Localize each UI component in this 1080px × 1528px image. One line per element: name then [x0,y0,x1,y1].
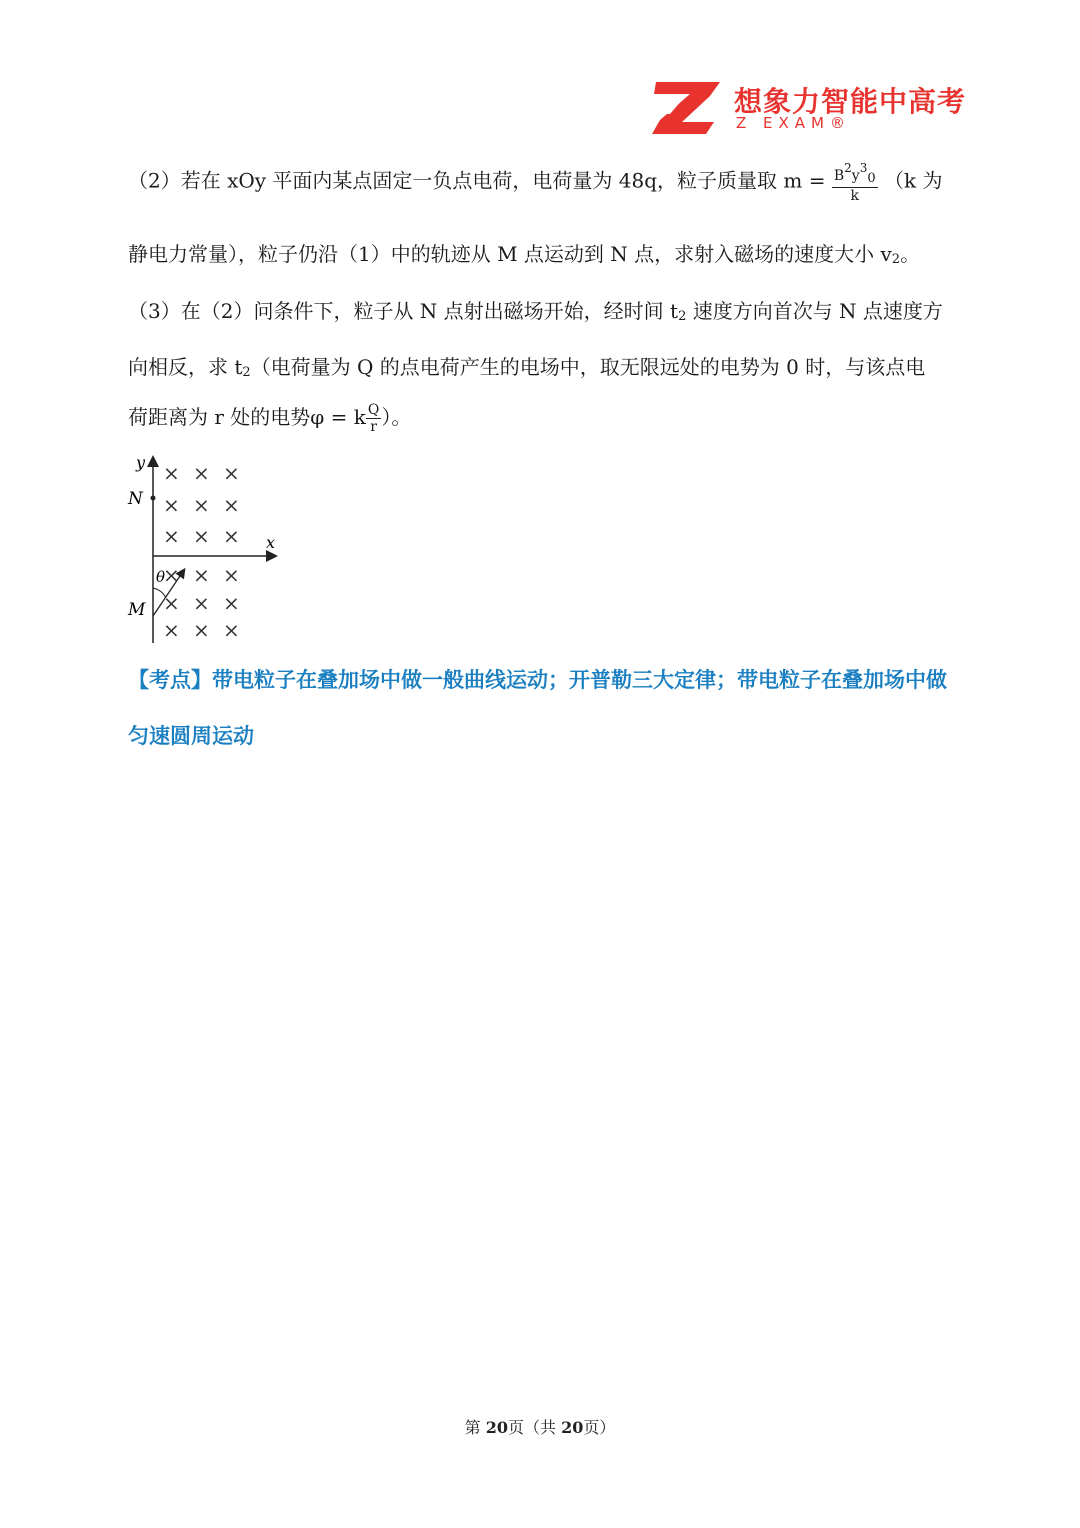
svg-text:×: × [223,524,240,548]
y-axis-label: y [136,453,146,472]
svg-text:×: × [193,493,210,517]
svg-text:×: × [193,591,210,615]
q2-text-a: （2）若在 xOy 平面内某点固定一负点电荷，电荷量为 48q，粒子质量取 m = [128,168,826,193]
svg-text:×: × [223,493,240,517]
page-total: 20 [561,1418,584,1437]
svg-text:×: × [223,618,240,642]
point-m-label: M [128,600,146,620]
svg-text:×: × [193,524,210,548]
svg-text:×: × [163,563,180,587]
magnetic-field-figure [120,448,290,648]
q3-line-1: （3）在（2）问条件下，粒子从 N 点射出磁场开始，经时间 t2 速度方向首次与 N 点速度方 [128,299,943,324]
brand-logo [652,78,982,140]
page-number: 20 [485,1418,508,1437]
svg-text:×: × [193,461,210,485]
svg-text:×: × [163,493,180,517]
kaodian-line-2: 匀速圆周运动 [128,724,254,748]
q3-line-2: 向相反，求 t2（电荷量为 Q 的点电荷产生的电场中，取无限远处的电势为 0 时，与该点电 [128,355,926,380]
point-n-label: N [128,489,143,509]
point-n [151,496,156,501]
svg-text:×: × [193,563,210,587]
mass-fraction: $\frac{B2y30}{k}$ [833,161,876,204]
svg-text:×: × [223,591,240,615]
page-footer: 第 20页（共 20页） [464,1418,616,1437]
svg-text:×: × [193,618,210,642]
kaodian-line-1: 【考点】带电粒子在叠加场中做一般曲线运动；开普勒三大定律；带电粒子在叠加场中做 [128,668,947,692]
svg-text:×: × [163,591,180,615]
logo-text-cn: 想象力智能中高考 [734,85,967,118]
svg-text:×: × [223,461,240,485]
svg-text:×: × [163,618,180,642]
svg-text:×: × [163,461,180,485]
potential-fraction: $\frac{Q}{r}$ [367,402,380,435]
q3-line-3: 荷距离为 r 处的电势φ = k $\frac{Q}{r}$ ）。 [128,402,412,435]
logo-text-en: Z EXAM® [736,114,852,132]
field-crosses [163,461,240,642]
svg-text:×: × [223,563,240,587]
x-axis-label: x [266,533,276,552]
q2-text-b: （k 为 [883,168,943,193]
svg-text:×: × [163,524,180,548]
q2-line-1 [128,160,980,204]
z-logo-icon [652,78,722,136]
theta-label: θ [156,568,166,586]
q2-line-2: 静电力常量），粒子仍沿（1）中的轨迹从 M 点运动到 N 点，求射入磁场的速度大小 v2。 [128,242,921,267]
